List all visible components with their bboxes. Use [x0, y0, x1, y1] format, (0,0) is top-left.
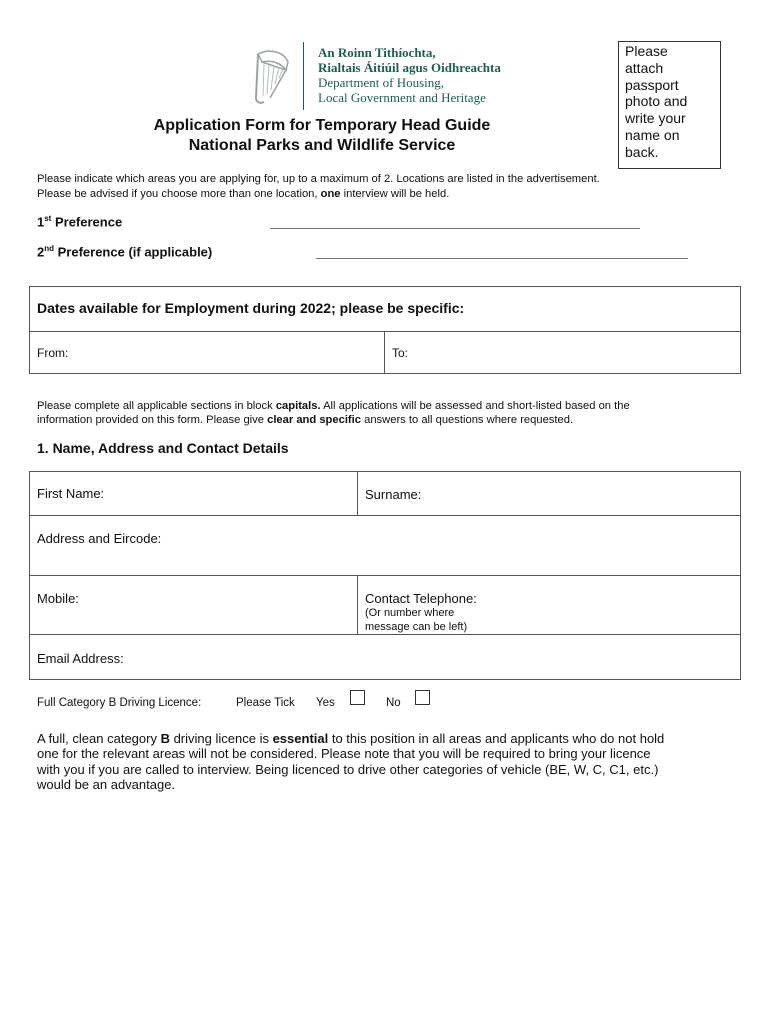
table-divider [357, 575, 358, 634]
dates-table-divider [384, 331, 385, 374]
note-text: All applications will be assessed and short-listed based on the [320, 400, 630, 412]
harp-emblem-icon [250, 48, 292, 106]
photo-line: attach [625, 59, 664, 76]
licence-label: Full Category B Driving Licence: [37, 697, 202, 709]
second-preference-field[interactable] [316, 258, 688, 259]
complete-note-line-2 [37, 414, 573, 426]
pref-text: Preference [51, 214, 123, 230]
pref-suffix: st [44, 214, 52, 223]
para-emphasis: B [160, 731, 170, 746]
note-text: information provided on this form. Please give [37, 414, 268, 426]
address-label: Address and Eircode: [37, 531, 162, 546]
licence-paragraph-line-4: would be an advantage. [37, 777, 176, 792]
first-preference-label [37, 214, 122, 229]
mobile-label: Mobile: [37, 591, 79, 606]
licence-paragraph-line-2: one for the relevant areas will not be considered. Please note that you will be required to bring your licence [37, 746, 651, 761]
para-text: driving licence is [169, 731, 273, 746]
para-text: A full, clean category [37, 731, 161, 746]
contact-telephone-label: Contact Telephone: [365, 591, 477, 606]
logo-divider [303, 42, 304, 110]
yes-label: Yes [316, 697, 335, 709]
logo-line-english-1: Department of Housing, [318, 75, 445, 90]
from-field[interactable] [30, 332, 383, 373]
photo-line: passport [625, 76, 679, 93]
photo-box [618, 41, 721, 169]
pref-number: 1 [37, 214, 45, 230]
logo-line-irish-2: Rialtais Áitiúil agus Oidhreachta [318, 60, 501, 75]
note-text: answers to all questions where requested. [361, 414, 574, 426]
photo-line: back. [625, 143, 659, 160]
photo-line: write your [625, 110, 686, 127]
contact-telephone-note: message can be left) [365, 621, 468, 633]
logo-line-english-2: Local Government and Heritage [318, 90, 486, 105]
instruction-text: Please be advised if you choose more than one location, [37, 188, 321, 200]
section-1-heading: 1. Name, Address and Contact Details [37, 440, 289, 456]
form-title: Application Form for Temporary Head Guide [153, 117, 491, 134]
table-divider [357, 471, 358, 515]
photo-line: Please [625, 43, 668, 59]
note-text: Please complete all applicable sections in block [37, 400, 276, 412]
instruction-text: interview will be held. [340, 188, 450, 200]
pref-suffix: nd [44, 244, 55, 253]
photo-line: name on [625, 126, 680, 143]
surname-label: Surname: [365, 487, 422, 502]
complete-note-line-1 [37, 400, 630, 412]
licence-paragraph-line-3: with you if you are called to interview. Being licenced to drive other categories of vehicle (BE, W, C, C1, etc.) [37, 762, 659, 777]
photo-line: photo and [625, 93, 688, 110]
dates-heading: Dates available for Employment during 2022; please be specific: [37, 300, 465, 316]
to-label: To: [392, 346, 409, 360]
from-label: From: [37, 346, 69, 360]
first-name-label: First Name: [37, 486, 105, 501]
pref-number: 2 [37, 244, 45, 260]
second-preference-label [37, 244, 212, 259]
email-label: Email Address: [37, 651, 124, 666]
logo-line-irish-1: An Roinn Tithíochta, [318, 45, 436, 60]
no-label: No [386, 697, 401, 709]
pref-text: Preference (if applicable) [54, 244, 213, 260]
to-field[interactable] [386, 332, 740, 373]
email-field[interactable] [30, 635, 740, 679]
para-emphasis: essential [272, 731, 329, 746]
contact-telephone-note: (Or number where [365, 607, 455, 619]
please-tick-label: Please Tick [236, 697, 295, 709]
no-checkbox[interactable] [415, 690, 430, 705]
yes-checkbox[interactable] [350, 690, 365, 705]
form-subtitle: National Parks and Wildlife Service [188, 137, 456, 154]
instruction-line-2 [37, 188, 449, 200]
instruction-line-1: Please indicate which areas you are applying for, up to a maximum of 2. Locations are listed in the advertisement. [37, 173, 600, 185]
para-text: to this position in all areas and applicants who do not hold [328, 731, 665, 746]
note-emphasis: capitals. [275, 400, 321, 412]
note-emphasis: clear and specific [267, 414, 361, 426]
first-preference-field[interactable] [270, 228, 640, 229]
instruction-emphasis: one [320, 188, 341, 200]
licence-paragraph-line-1 [37, 731, 664, 747]
